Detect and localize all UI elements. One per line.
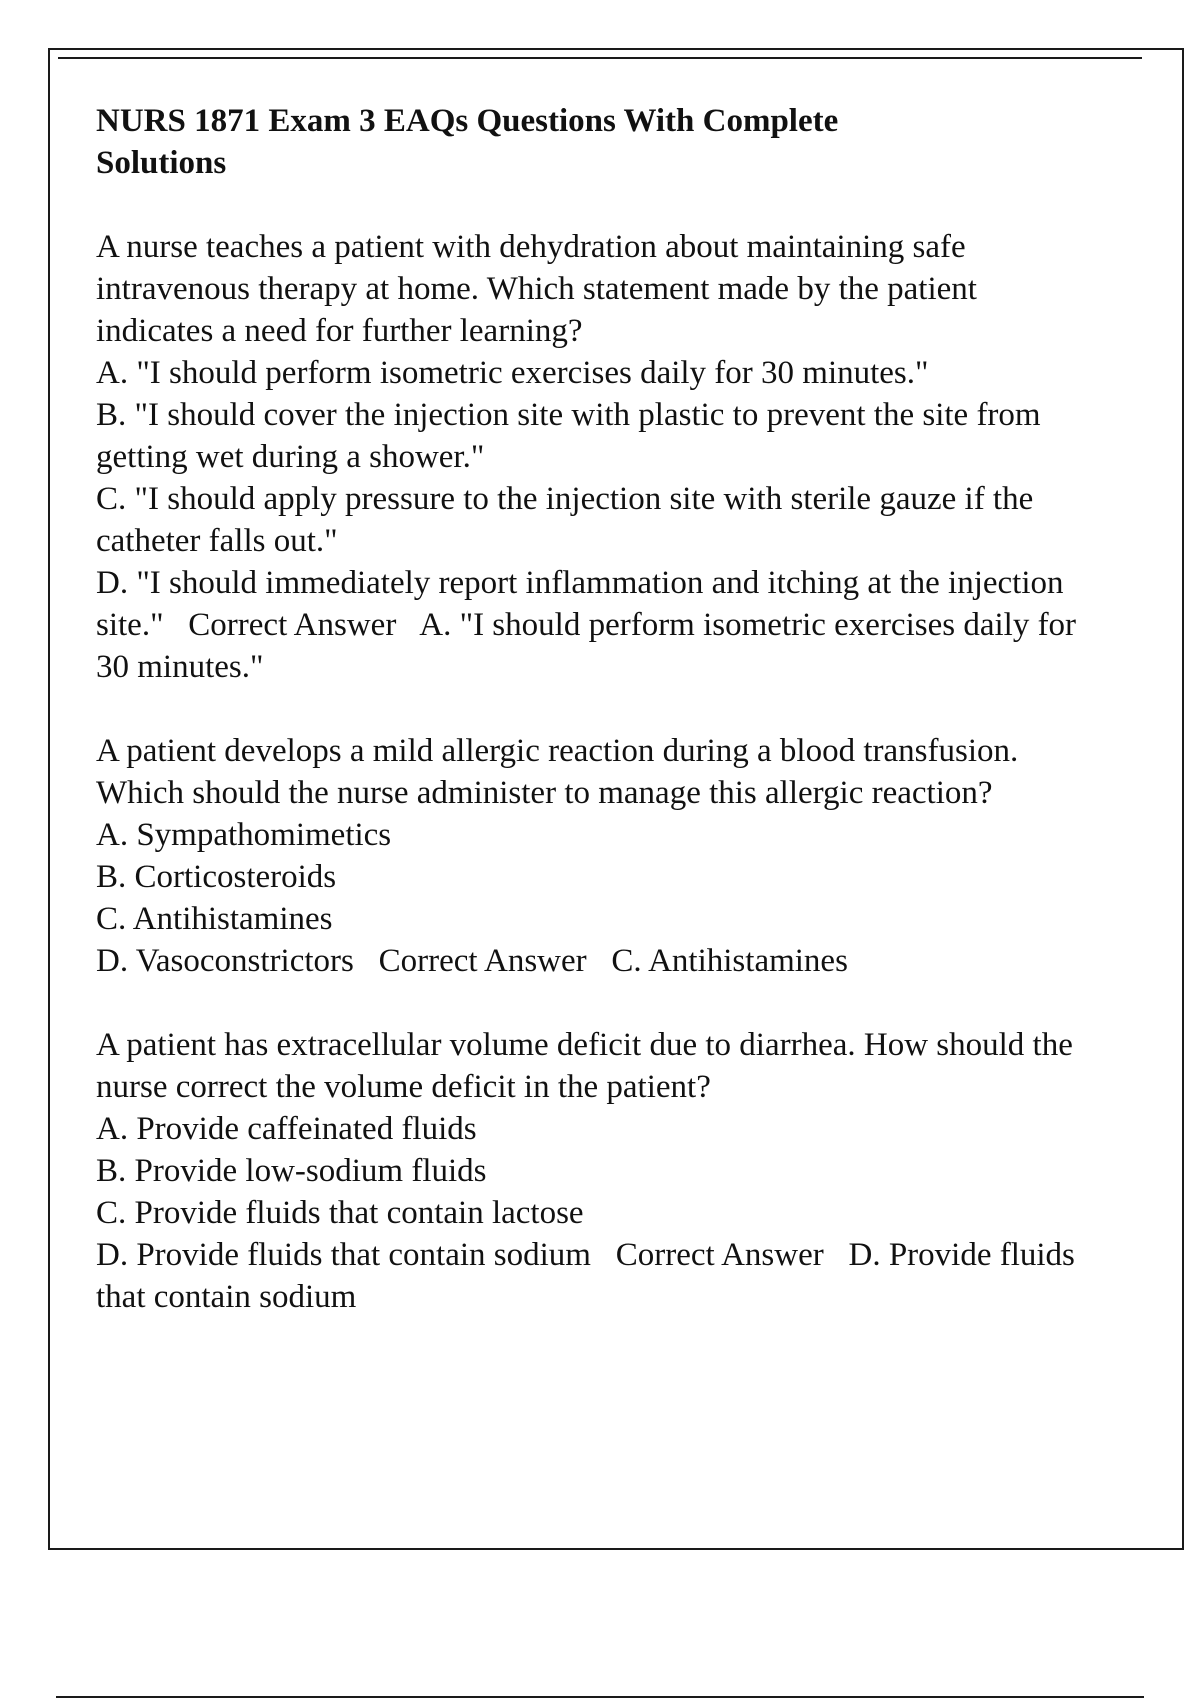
answer-option: A. "I should perform isometric exercises daily for 30 minutes.": [96, 355, 929, 391]
answer-option: C. "I should apply pressure to the injection site with sterile gauze if the catheter falls out.": [96, 481, 1034, 559]
document-body: [96, 100, 1086, 1360]
correct-answer: D. Provide fluids that contain sodium: [96, 1237, 1075, 1315]
correct-answer-label: Correct Answer: [188, 607, 397, 643]
document-title: NURS 1871 Exam 3 EAQs Questions With Complete Solutions: [96, 103, 839, 181]
question-block: [96, 730, 1086, 982]
correct-answer: C. Antihistamines: [611, 943, 848, 979]
answer-option: B. "I should cover the injection site with plastic to prevent the site from getting wet during a shower.": [96, 397, 1041, 475]
answer-option: A. Sympathomimetics: [96, 817, 392, 853]
answer-option: C. Antihistamines: [96, 901, 333, 937]
answer-option: A. Provide caffeinated fluids: [96, 1111, 477, 1147]
answer-option: D. "I should immediately report inflammation and itching at the injection site.": [96, 565, 1064, 643]
question-stem: A patient develops a mild allergic reaction during a blood transfusion. Which should the nurse administer to manage this allergic reaction?: [96, 733, 1019, 811]
correct-answer: A. "I should perform isometric exercises daily for 30 minutes.": [96, 607, 1077, 685]
question-stem: A patient has extracellular volume deficit due to diarrhea. How should the nurse correct the volume deficit in the patient?: [96, 1027, 1073, 1105]
top-rule: [58, 57, 1142, 59]
bottom-rule: [56, 1696, 1144, 1698]
answer-option: D. Provide fluids that contain sodium: [96, 1237, 591, 1273]
answer-option: D. Vasoconstrictors: [96, 943, 354, 979]
question-stem: A nurse teaches a patient with dehydration about maintaining safe intravenous therapy at home. Which statement made by the patient indicates a need for further learning?: [96, 229, 977, 349]
answer-option: C. Provide fluids that contain lactose: [96, 1195, 584, 1231]
answer-option-with-answer: [96, 940, 1086, 982]
answer-option-with-answer: [96, 1234, 1086, 1318]
correct-answer-label: Correct Answer: [615, 1237, 824, 1273]
answer-option: B. Provide low-sodium fluids: [96, 1153, 487, 1189]
question-block: [96, 1024, 1086, 1318]
answer-option: B. Corticosteroids: [96, 859, 337, 895]
correct-answer-label: Correct Answer: [378, 943, 587, 979]
answer-option-with-answer: [96, 562, 1086, 688]
question-block: [96, 226, 1086, 688]
